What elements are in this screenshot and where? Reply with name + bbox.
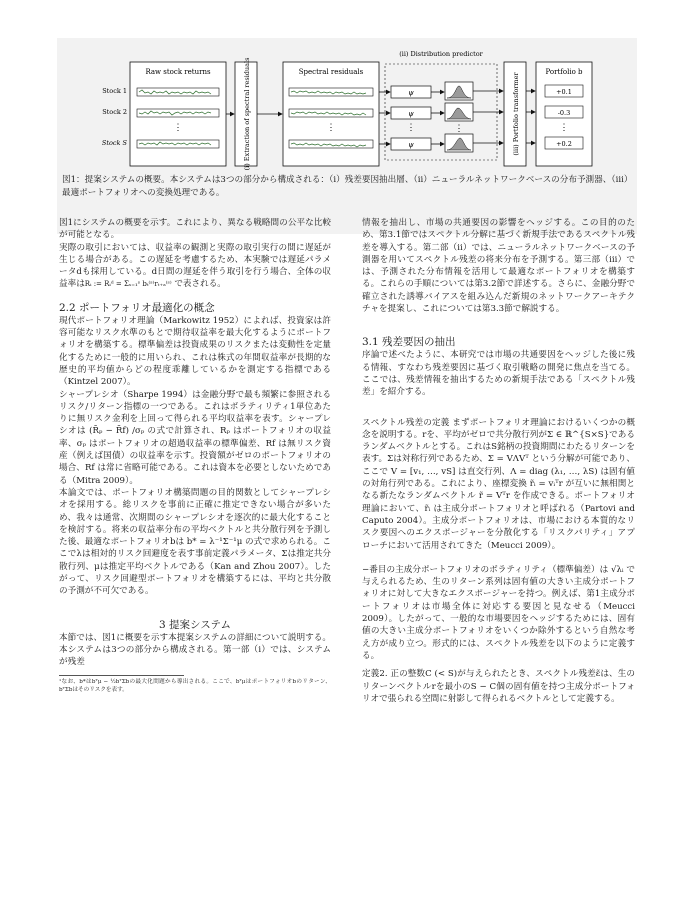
predictor-label: (ii) Distribution predictor <box>399 50 483 58</box>
section-3-heading: 3 提案システム <box>159 618 231 631</box>
weight-vdots: ⋮ <box>559 123 569 133</box>
right-paragraph-5: 定義2. 正の整数C (< S)が与えられたとき、スペクトル残差ε̃は、生のリターンベクトルrを最小のS − C個の固有値を持つ主成分ポートフォリオで張られる空間に射影して得られるベクトルとして定義する。 <box>362 669 635 704</box>
raw-series-1 <box>137 88 219 96</box>
right-paragraph-2: 序論で述べたように、本研究では市場の共通要因をヘッジした後に残る情報、すなわち残差要因に基づく取引戦略の開発に焦点を当てる。ここでは、残差情報を抽出するための新規手法である「スペクトル残差」を紹介する。 <box>362 350 635 398</box>
portfolio-title: Portfolio b <box>545 68 583 76</box>
left-column <box>59 217 331 695</box>
extraction-label: (i) Extraction of spectral residuals <box>243 57 251 171</box>
psi-label-2: ψ <box>408 110 414 118</box>
figure-panel <box>57 38 637 234</box>
right-paragraph-1: 情報を抽出し、市場の共通要因の影響をヘッジする。この目的のため、第3.1節ではスペクトル分解に基づく新規手法であるスペクトル残差を導入する。第二部（ii）では、ニューラルネットワークベースの予測器を用いてスペクトル残差の将来分布を予測する。第三部（iii）では、予測された分布情報を活用して最適なポートフォリオを構築する。これらの手順については第3.2節で詳述する。さらに、金融分野で確立された誘導バイアスを組み込んだ新規のネットワークアーキテクチャを提案し、これについては第3.3節で解説する。 <box>362 218 635 315</box>
left-paragraph-2-tail: で表される。 <box>171 279 226 290</box>
left-paragraph-6: 本節では、図1に概要を示す本提案システムの詳細について説明する。本システムは3つの部分から構成される。第一部（i）では、システムが残差 <box>59 632 331 668</box>
left-paragraph-4: シャープレシオ（Sharpe 1994）は金融分野で最も頻繁に参照されるリスク/リターン指標の一つである。これはボラティリティ1単位あたりに無リスク金利を上回って得られる平均収益率を表す。シャープレシオは (R̄ₚ − R̄f) /σₚ の式で計算され、Rₚ はポートフォリオの収益率、σₚ はポートフォリオの超過収益率の標準偏差、Rf は無リスク資産（例えば国債）の収益率を示す。投資額がゼロのポートフォリオの場合、Rf は常に省略可能である。これは資本を必要としないためである（Mitra 2009）。 <box>59 389 331 486</box>
right-column <box>362 217 635 705</box>
stock-label-s: Stock S <box>101 139 127 147</box>
distribution-1 <box>445 82 473 100</box>
left-paragraph-3: 現代ポートフォリオ理論（Markowitz 1952）によれば、投資家は許容可能なリスク水準のもとで期待収益率を最大化するようにポートフォリオを構築する。標準偏差は投資成果のリスクまたは変動性を定量化するために一般的に用いられ、これは株式の年間収益率が長期的な歴史的平均値からどの程度乖離しているかを測定する指標である（Kintzel 2007）。 <box>59 315 331 388</box>
raw-vdots: ⋮ <box>173 123 183 133</box>
psi-vdots: ⋮ <box>406 123 416 133</box>
raw-series-s <box>137 140 219 148</box>
raw-returns-title: Raw stock returns <box>145 68 211 76</box>
spectral-vdots: ⋮ <box>326 123 336 133</box>
raw-series-2 <box>137 109 219 117</box>
section-3-1-heading: 3.1 残差要因の抽出 <box>362 336 456 349</box>
system-diagram <box>57 38 637 234</box>
footnote <box>59 675 331 695</box>
stock-label-1: Stock 1 <box>102 87 127 95</box>
section-2-2-heading: 2.2 ポートフォリオ最適化の概念 <box>59 301 215 314</box>
distribution-vdots: ⋮ <box>454 124 464 134</box>
spectral-series-s <box>289 140 373 148</box>
weight-2: -0.3 <box>557 109 571 117</box>
left-paragraph-5: 本論文では、ポートフォリオ構築問題の目的関数としてシャープレシオを採用する。総リスクを事前に正確に推定できない場合が多いため、我々は通常、次期間のシャープレシオを逐次的に最大化することを検討する。将来の収益率分布の平均ベクトルと共分散行列を予測した後、最適なポートフォリオbは b* = λ⁻¹Σ⁻¹μ の式で求められる。ここでλは相対的リスク回避度を表す事前定義パラメータ、Σは推定共分散行列、μは推定平均ベクトルである（Kan and Zhou 2007）。したがって、リスク回避型ポートフォリオを構築するには、平均と共分散の予測が不可欠である。 <box>59 487 331 597</box>
spectral-series-2 <box>289 109 373 117</box>
right-paragraph-4: −番目の主成分ポートフォリオのボラティリティ（標準偏差）は √λᵢ で与えられるため、生のリターン系列は固有値の大きい主成分ポートフォリオに対して大きなエクスポージャーを持つ。例えば、第1主成分ポートフォリオは市場全体に対応する要因と見なせる（Meucci 2009）。したがって、一般的な市場要因をヘッジするためには、固有値の大きい主成分ポートフォリオをいくつか除外するという自然な考え方が成り立つ。形式的には、スペクトル残差を以下のように定義する。 <box>362 564 635 661</box>
distribution-s <box>445 134 473 152</box>
left-paragraph-2-text: 実際の取引においては、収益率の観測と実際の取引実行の間に遅延が生じる場合がある。この遅延を考慮するため、本実験では遅延パラメータdも採用している。d日間の遅延を伴う取引を行う場合、全体の収益率は <box>59 242 331 290</box>
left-paragraph-2 <box>59 242 331 291</box>
right-paragraph-3: スペクトル残差の定義 まずポートフォリオ理論におけるいくつかの概念を説明する。rを、平均がゼロで共分散行列がΣ ∈ ℝ^{S×S}であるランダムベクトルとする。これはS銘柄の投資期間にわたるリターンを表す。Σは対称行列であるため、Σ = VΛVᵀ という分解が可能であり、ここで V = [v₁, …, vS] は直交行列、Λ = diag (λ₁, …, λS) は固有値の対角行列である。これにより、座標変換 r̃ᵢ = vᵢᵀr が互いに無相関となる新たなランダムベクトル r̃ = Vᵀr を作成できる。ポートフォリオ理論において、r̃ᵢ は主成分ポートフォリオと呼ばれる（Partovi and Caputo 2004）。主成分ポートフォリオは、市場における本質的なリスク要因へのエクスポージャーを分散化する「リスクパリティ」アプローチにおいて活用されてきた（Meucci 2009）。 <box>362 417 635 551</box>
return-formula: Rᵢ := Rᵢᵈ = Σₛ₌₁ˢ bₜ⁽ˢ⁾rₜ₊ₐ⁽ˢ⁾ <box>84 280 172 289</box>
stock-label-2: Stock 2 <box>102 108 127 116</box>
spectral-title: Spectral residuals <box>298 68 364 76</box>
left-paragraph-1: 図1にシステムの概要を示す。これにより、異なる戦略間の公平な比較が可能となる。 <box>59 218 331 241</box>
transformer-label: (iii) Portfolio transformer <box>512 72 520 156</box>
psi-label-1: ψ <box>408 89 414 97</box>
figure-caption: 図1：提案システムの概要。本システムは3つの部分から構成される：（i）残差要因抽出層、（ii）ニューラルネットワークベースの分布予測器、（iii）最適ポートフォリオへの変換処理である。 <box>62 175 629 198</box>
weight-1: +0.1 <box>556 88 572 96</box>
footnote-text: ¹なお、b*はbᵀμ − ½bᵀΣbの最大化問題から導出される。ここで、bᵀμはポートフォリオbのリターン、bᵀΣbはそのリスクを表す。 <box>59 678 331 693</box>
spectral-series-1 <box>289 88 373 96</box>
psi-label-s: ψ <box>408 141 414 149</box>
weight-s: +0.2 <box>556 140 572 148</box>
distribution-2 <box>445 103 473 121</box>
